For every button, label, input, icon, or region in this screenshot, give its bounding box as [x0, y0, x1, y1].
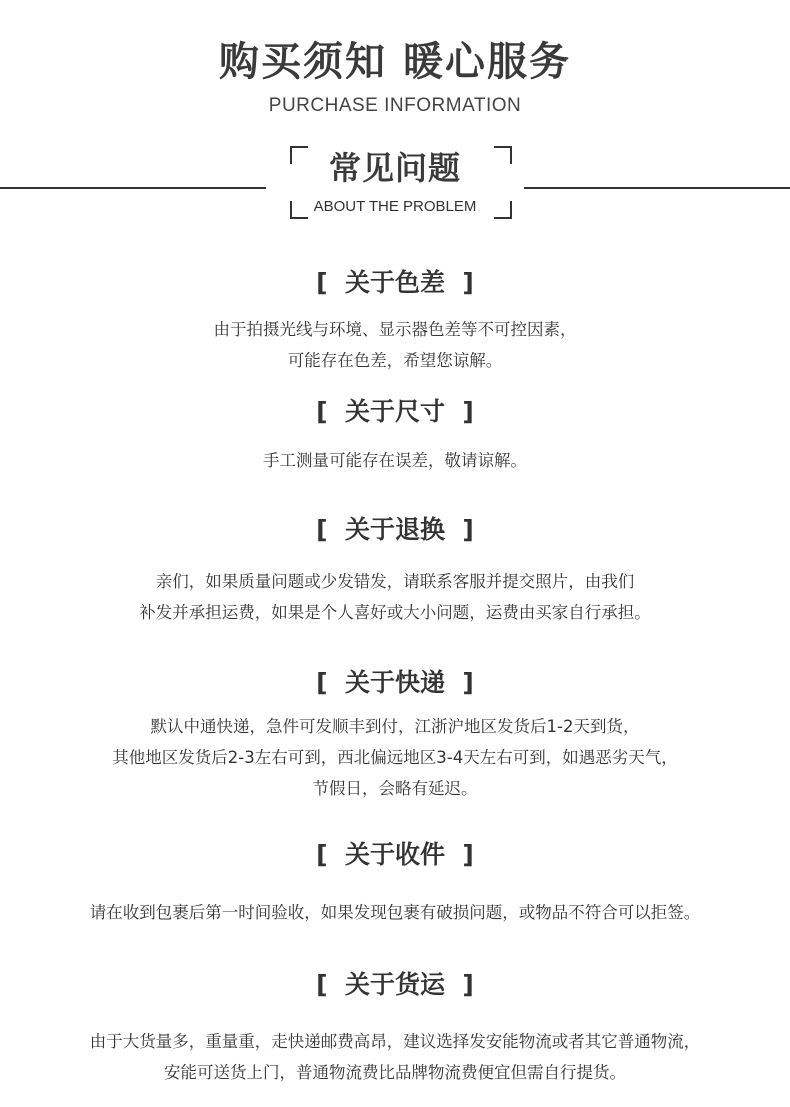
- section-line: 其他地区发货后2-3左右可到，西北偏远地区3-4天左右可到，如遇恶劣天气，: [112, 748, 678, 767]
- section-line: 由于拍摄光线与环境、显示器色差等不可控因素，: [213, 320, 577, 339]
- section-line: 由于大货量多，重量重，走快递邮费高昂，建议选择发安能物流或者其它普通物流，: [89, 1032, 701, 1051]
- section-line: 补发并承担运费，如果是个人喜好或大小问题，运费由买家自行承担。: [139, 603, 651, 622]
- page-title: 购买须知 暖心服务: [219, 39, 571, 85]
- section-line: 安能可送货上门，普通物流费比品牌物流费便宜但需自行提货。: [164, 1063, 626, 1082]
- section-line: 请在收到包裹后第一时间验收，如果发现包裹有破损问题，或物品不符合可以拒签。: [89, 903, 701, 922]
- faq-subtitle: ABOUT THE PROBLEM: [313, 198, 477, 215]
- section-body-receiving: [0, 897, 790, 928]
- section-heading-size: [ 关于尺寸 ]: [316, 397, 474, 426]
- faq-title: 常见问题: [328, 149, 461, 187]
- section-line: 节假日，会略有延迟。: [312, 779, 478, 798]
- section-body-size: [0, 445, 790, 476]
- section-body-returns: [0, 566, 790, 628]
- section-line: 默认中通快递，急件可发顺丰到付，江浙沪地区发货后1-2天到货，: [150, 717, 640, 736]
- section-body-shipping: [0, 711, 790, 804]
- section-body-freight: [0, 1026, 790, 1088]
- section-heading-freight: [ 关于货运 ]: [316, 970, 474, 999]
- section-heading-color: [ 关于色差 ]: [316, 268, 474, 297]
- section-heading-shipping: [ 关于快递 ]: [316, 668, 474, 697]
- section-line: 可能存在色差，希望您谅解。: [287, 351, 503, 370]
- page-subtitle: PURCHASE INFORMATION: [268, 95, 522, 116]
- section-line: 手工测量可能存在误差，敬请谅解。: [263, 451, 527, 470]
- section-body-color: [0, 314, 790, 376]
- section-line: 亲们，如果质量问题或少发错发，请联系客服并提交照片，由我们: [155, 572, 635, 591]
- section-heading-receiving: [ 关于收件 ]: [316, 840, 474, 869]
- section-heading-returns: [ 关于退换 ]: [316, 515, 474, 544]
